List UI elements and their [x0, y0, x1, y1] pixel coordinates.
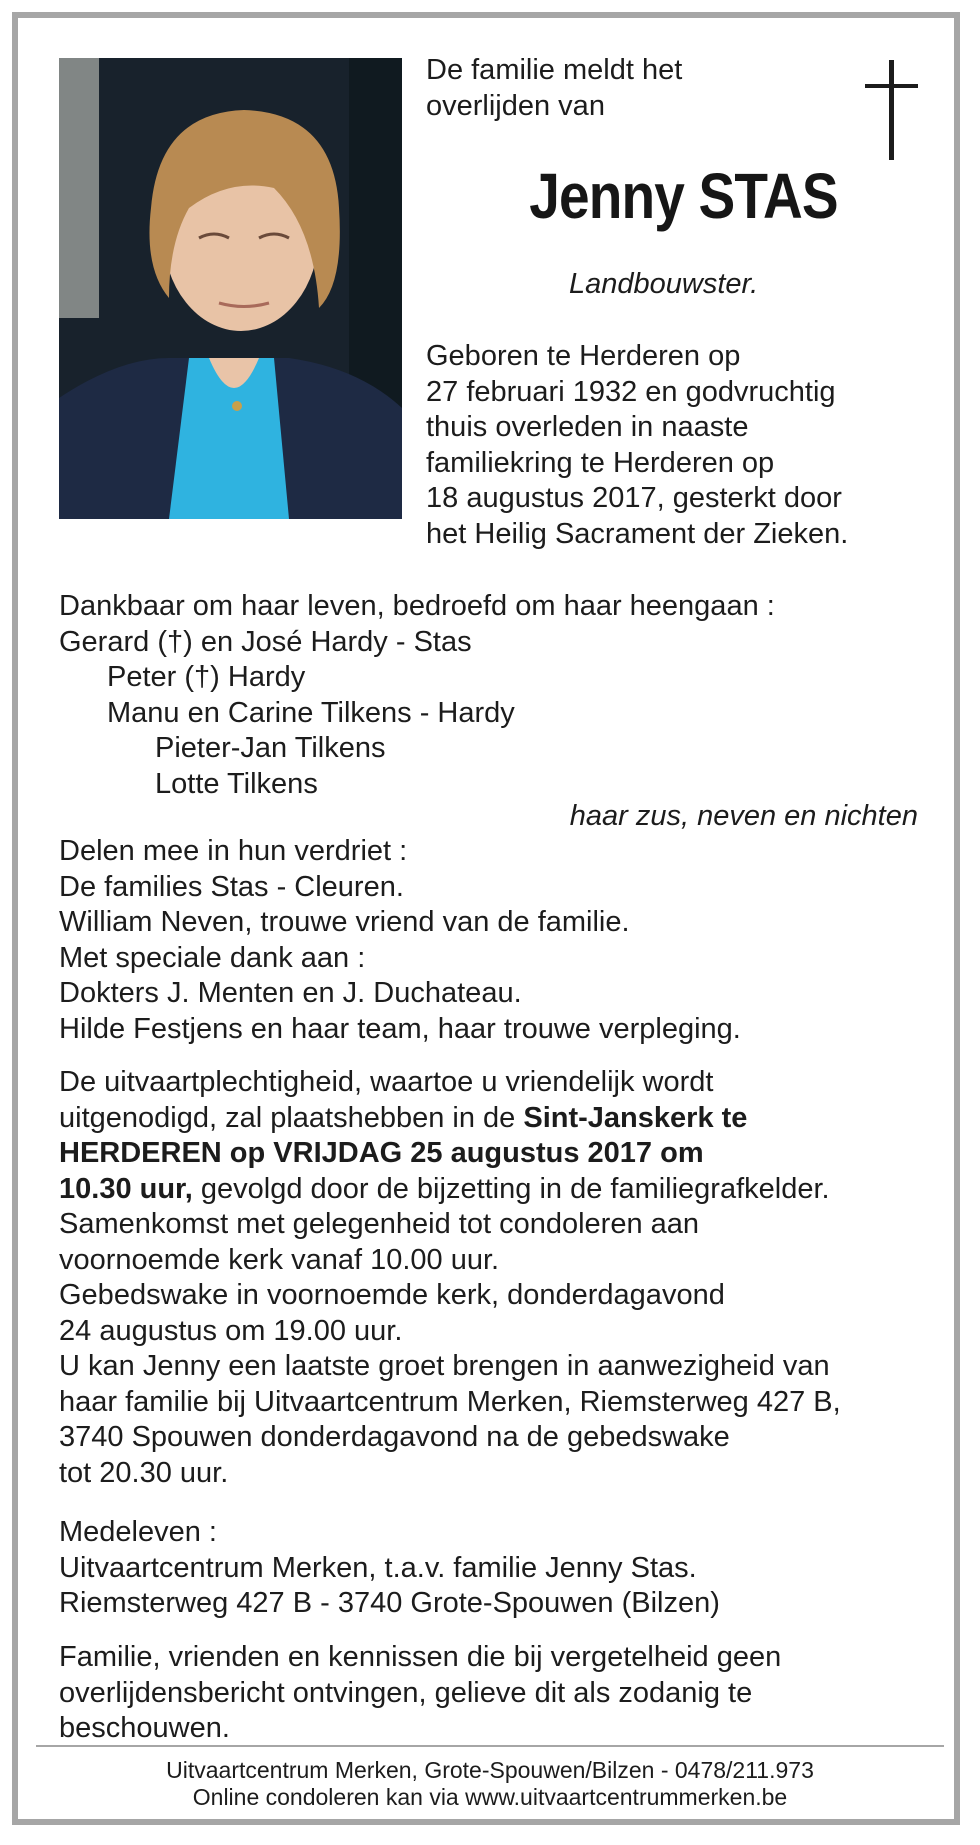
funeral-line: 3740 Spouwen donderdagavond na de gebedswake	[59, 1421, 730, 1453]
birth-death-line: Geboren te Herderen op	[426, 340, 741, 372]
funeral-church: Sint-Janskerk te	[523, 1101, 748, 1134]
share-line: Met speciale dank aan :	[59, 941, 366, 974]
funeral-line: Samenkomst met gelegenheid tot condoleren aan	[59, 1208, 700, 1240]
closing-line: overlijdensbericht ontvingen, gelieve dit als zodanig te	[59, 1676, 753, 1709]
funeral-details	[59, 1065, 841, 1491]
closing-line: Familie, vrienden en kennissen die bij vergetelheid geen	[59, 1641, 782, 1673]
condolence-line: Medeleven :	[59, 1516, 217, 1548]
family-list	[59, 589, 775, 802]
closing-note	[59, 1640, 781, 1747]
funeral-text: gevolgd door de bijzetting in de familiegrafkelder.	[192, 1172, 830, 1205]
share-line: William Neven, trouwe vriend van de familie.	[59, 906, 630, 938]
funeral-line: U kan Jenny een laatste groet brengen in aanwezigheid van	[59, 1350, 830, 1382]
family-children: Gerard (†) en José Hardy - Stas	[59, 625, 472, 658]
share-grief-text	[59, 834, 741, 1047]
cross-icon	[862, 60, 922, 160]
family-relatives: haar zus, neven en nichten	[569, 800, 918, 832]
family-greatgrandchild: Lotte Tilkens	[155, 767, 318, 800]
funeral-line: tot 20.30 uur.	[59, 1456, 229, 1489]
portrait-illustration	[59, 58, 402, 519]
funeral-line	[59, 1136, 841, 1172]
condolence-line: Uitvaartcentrum Merken, t.a.v. familie Jenny Stas.	[59, 1551, 697, 1584]
family-greatgrandchild: Pieter-Jan Tilkens	[155, 732, 386, 764]
footer-online-link[interactable]: Online condoleren kan via www.uitvaartcentrummerken.be	[192, 1784, 788, 1810]
birth-death-line: familiekring te Herderen op	[426, 446, 775, 479]
intro-text	[426, 53, 682, 124]
footer-divider	[36, 1745, 944, 1747]
intro-line: overlijden van	[426, 89, 605, 122]
funeral-line: Gebedswake in voornoemde kerk, donderdagavond	[59, 1279, 725, 1311]
funeral-line	[59, 1101, 841, 1137]
share-line: Hilde Festjens en haar team, haar trouwe verpleging.	[59, 1012, 741, 1045]
share-line: De families Stas - Cleuren.	[59, 870, 404, 903]
funeral-line: voornoemde kerk vanaf 10.00 uur.	[59, 1243, 500, 1276]
funeral-line: De uitvaartplechtigheid, waartoe u vriendelijk wordt	[59, 1066, 714, 1098]
birth-death-line: het Heilig Sacrament der Zieken.	[426, 517, 849, 550]
family-lead: Dankbaar om haar leven, bedroefd om haar heengaan :	[59, 590, 775, 622]
share-line: Dokters J. Menten en J. Duchateau.	[59, 977, 522, 1009]
funeral-line: haar familie bij Uitvaartcentrum Merken, Riemsterweg 427 B,	[59, 1385, 841, 1418]
share-line: Delen mee in hun verdriet :	[59, 835, 408, 867]
funeral-date: HERDEREN op VRIJDAG 25 augustus 2017 om	[59, 1137, 704, 1169]
condolence-address	[59, 1515, 720, 1622]
birth-death-text	[426, 339, 848, 552]
portrait-photo	[59, 58, 402, 519]
family-grandchild: Manu en Carine Tilkens - Hardy	[107, 696, 515, 729]
condolence-line: Riemsterweg 427 B - 3740 Grote-Spouwen (Bilzen)	[59, 1587, 720, 1619]
birth-death-line: thuis overleden in naaste	[426, 411, 749, 443]
closing-line: beschouwen.	[59, 1712, 230, 1744]
family-grandchild: Peter (†) Hardy	[107, 661, 306, 693]
birth-death-line: 27 februari 1932 en godvruchtig	[426, 375, 836, 408]
birth-death-line: 18 augustus 2017, gesterkt door	[426, 482, 842, 514]
occupation: Landbouwster.	[569, 268, 759, 300]
funeral-line: 24 augustus om 19.00 uur.	[59, 1314, 403, 1347]
intro-line: De familie meldt het	[426, 54, 683, 86]
funeral-time: 10.30 uur,	[59, 1172, 193, 1205]
footer-contact: Uitvaartcentrum Merken, Grote-Spouwen/Bilzen - 0478/211.973	[166, 1757, 814, 1783]
deceased-name: Jenny STAS	[529, 160, 838, 232]
funeral-text: uitgenodigd, zal plaatshebben in de	[59, 1101, 524, 1134]
funeral-line	[59, 1172, 841, 1208]
